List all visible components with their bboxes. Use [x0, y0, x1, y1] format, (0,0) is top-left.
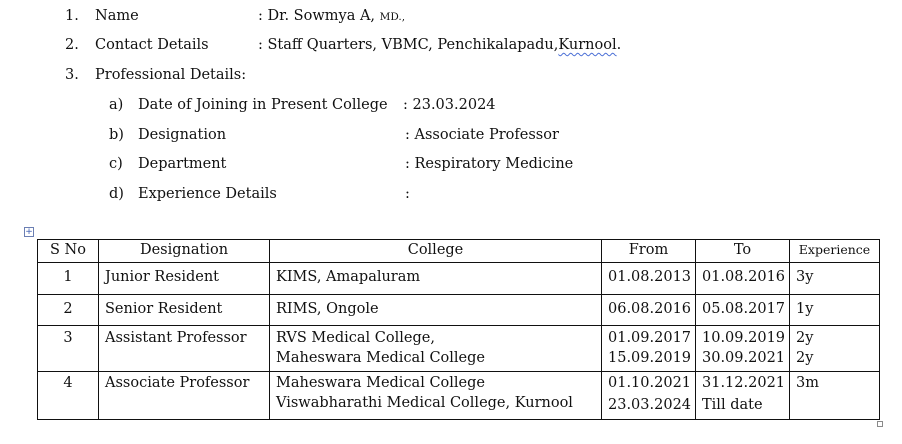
cell-college: KIMS, Amapaluram — [270, 263, 602, 295]
cell-designation: Assistant Professor — [99, 326, 270, 372]
cell-to: 01.08.2016 — [696, 263, 790, 295]
name-label: Name — [95, 8, 139, 24]
cell-college: RVS Medical College, Maheswara Medical College — [270, 326, 602, 372]
cell-sno: 3 — [38, 326, 99, 372]
cell-to: 31.12.2021 Till date — [696, 372, 790, 420]
table-header-row — [38, 240, 880, 263]
department-label: Department — [138, 156, 227, 172]
cell-from: 01.08.2013 — [602, 263, 696, 295]
experience-table — [37, 239, 880, 420]
item-number: 3. — [65, 67, 79, 83]
cell-sno: 4 — [38, 372, 99, 420]
cell-from: 01.09.2017 15.09.2019 — [602, 326, 696, 372]
table-resize-handle[interactable] — [877, 421, 883, 427]
cell-experience: 3m — [790, 372, 880, 420]
experience-details-label: Experience Details — [138, 186, 277, 202]
cell-experience: 2y 2y — [790, 326, 880, 372]
date-of-joining-label: Date of Joining in Present College — [138, 97, 388, 113]
cell-to: 10.09.2019 30.09.2021 — [696, 326, 790, 372]
designation-value: : Associate Professor — [405, 127, 559, 143]
department-value: : Respiratory Medicine — [405, 156, 574, 172]
cell-sno: 1 — [38, 263, 99, 295]
cell-college: Maheswara Medical College Viswabharathi Medical College, Kurnool — [270, 372, 602, 420]
cell-college: RIMS, Ongole — [270, 295, 602, 326]
table-row — [38, 326, 880, 372]
header-college: College — [270, 240, 602, 263]
table-row — [38, 295, 880, 326]
table-row — [38, 372, 880, 420]
table-move-handle-icon[interactable]: + — [25, 227, 33, 237]
cell-experience: 1y — [790, 295, 880, 326]
cell-designation: Associate Professor — [99, 372, 270, 420]
header-to: To — [696, 240, 790, 263]
cell-from: 06.08.2016 — [602, 295, 696, 326]
sub-item-letter: b) — [109, 127, 124, 143]
item-number: 2. — [65, 37, 79, 53]
header-designation: Designation — [99, 240, 270, 263]
cell-designation: Senior Resident — [99, 295, 270, 326]
date-of-joining-value: : 23.03.2024 — [403, 97, 496, 113]
name-value: : Dr. Sowmya A, MD., — [258, 8, 406, 24]
cell-to: 05.08.2017 — [696, 295, 790, 326]
contact-value: : Staff Quarters, VBMC, Penchikalapadu,Kurnool. — [258, 37, 622, 53]
header-from: From — [602, 240, 696, 263]
cell-from: 01.10.2021 23.03.2024 — [602, 372, 696, 420]
designation-label: Designation — [138, 127, 227, 143]
sub-item-letter: c) — [109, 156, 123, 172]
sub-item-letter: d) — [109, 186, 124, 202]
table-row — [38, 263, 880, 295]
contact-label: Contact Details — [95, 37, 209, 53]
cell-designation: Junior Resident — [99, 263, 270, 295]
cell-experience: 3y — [790, 263, 880, 295]
professional-details-heading: Professional Details: — [95, 67, 247, 83]
header-sno: S No — [38, 240, 99, 263]
cell-sno: 2 — [38, 295, 99, 326]
sub-item-letter: a) — [109, 97, 124, 113]
experience-details-value: : — [405, 186, 410, 202]
item-number: 1. — [65, 8, 79, 24]
header-experience: Experience — [790, 240, 880, 263]
